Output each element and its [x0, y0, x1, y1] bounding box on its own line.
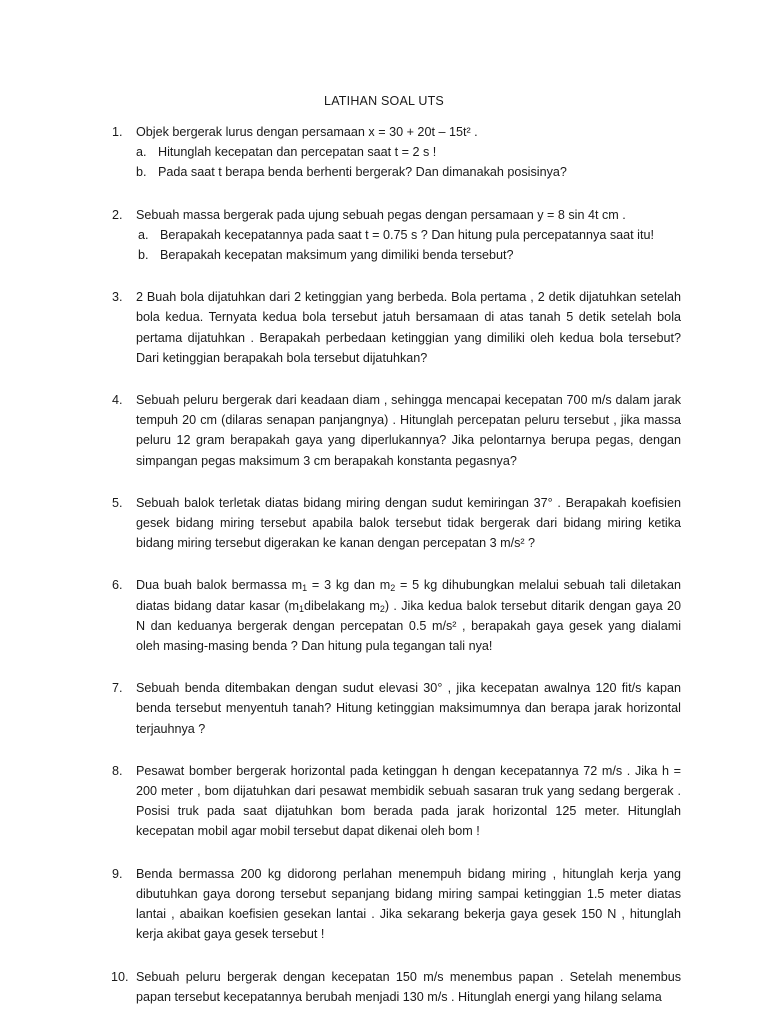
subscript: 1: [299, 603, 305, 614]
sub-question-b: [136, 162, 681, 182]
sub-letter: b.: [136, 165, 147, 180]
question-number: 9.: [112, 866, 123, 881]
sub-text: Berapakah kecepatan maksimum yang dimiliki benda tersebut?: [160, 248, 514, 263]
sub-letter: a.: [138, 227, 149, 242]
question-4: [112, 390, 681, 471]
question-number: 5.: [112, 495, 123, 510]
text-part: = 3 kg dan m: [307, 578, 391, 593]
sub-text: Hitunglah kecepatan dan percepatan saat t = 2 s !: [158, 145, 437, 160]
document-title: LATIHAN SOAL UTS: [324, 94, 444, 108]
sub-question-b: [138, 245, 681, 265]
question-text: Sebuah massa bergerak pada ujung sebuah pegas dengan persamaan y = 8 sin 4t cm .: [136, 207, 626, 222]
question-text: [136, 575, 681, 656]
question-10: [111, 967, 681, 1007]
question-1: [112, 122, 681, 183]
question-6: [112, 575, 681, 656]
question-8: [112, 761, 681, 842]
question-text: Sebuah benda ditembakan dengan sudut elevasi 30° , jika kecepatan awalnya 120 fit/s kapan benda tersebut menyentuh tanah? Hitung ketinggian maksimumnya dan berapa jarak horizontal terjauhnya ?: [136, 681, 681, 736]
subscript: 2: [390, 583, 396, 594]
text-part: Dua buah balok bermassa m: [136, 578, 303, 593]
question-text: Sebuah balok terletak diatas bidang miring dengan sudut kemiringan 37° . Berapakah koefisien gesek bidang miring tersebut apabila balok tersebut tidak bergerak dari bidang miring ketika bidang miring tersebut digerakan ke kanan dengan percepatan 3 m/s² ?: [136, 495, 681, 551]
sub-text: Pada saat t berapa benda berhenti bergerak? Dan dimanakah posisinya?: [158, 165, 567, 180]
text-part: ) . Jika kedua balok tersebut ditarik dengan gaya 20 N dan keduanya bergerak dengan percepatan 0.5 m/s² , berapakah gaya gesek yang dialami oleh masing-masing benda ? Dan hitung pula tegangan tali nya!: [136, 598, 681, 654]
subscript: 2: [379, 603, 385, 614]
question-number: 2.: [112, 207, 123, 222]
question-number: 7.: [112, 681, 123, 696]
text-part: dibelakang m: [304, 598, 380, 613]
question-5: [112, 493, 681, 554]
sub-question-a: [136, 142, 681, 162]
question-text: Benda bermassa 200 kg didorong perlahan menempuh bidang miring , hitunglah kerja yang dibutuhkan gaya dorong tersebut sepanjang bidang miring sampai ketinggian 1.5 meter diatas lantai , abaikan koefisien gesekan lantai . Jika sekarang bekerja gaya gesek 150 N , hitunglah kerja akibat gaya gesek tersebut !: [136, 866, 681, 942]
sub-letter: b.: [138, 248, 149, 263]
question-text: Sebuah peluru bergerak dari keadaan diam , sehingga mencapai kecepatan 700 m/s dalam jarak tempuh 20 cm (dilaras senapan panjangnya) . Hitunglah percepatan peluru tersebut , jika massa peluru 12 gram berapakah gaya yang diperlukannya? Jika pelontarnya berupa pegas, dengan simpangan pegas maksimum 3 cm berapakah konstanta pegasnya?: [136, 393, 681, 468]
text-part: = 5 kg dihubungkan melalui sebuah tali diletakan diatas bidang datar kasar (m: [136, 578, 681, 613]
question-number: 1.: [112, 125, 123, 139]
question-number: 6.: [112, 578, 123, 593]
question-text: Sebuah peluru bergerak dengan kecepatan 150 m/s menembus papan . Setelah menembus papan tersebut kecepatannya berubah menjadi 130 m/s . Hitunglah energi yang hilang selama: [136, 969, 681, 1004]
question-number: 10.: [111, 969, 129, 984]
subscript: 1: [302, 583, 308, 594]
question-text: Pesawat bomber bergerak horizontal pada ketinggan h dengan kecepatannya 72 m/s . Jika h = 200 meter , bom dijatuhkan dari pesawat membidik sebuah sasaran truk yang sedang bergerak . Posisi truk pada saat dijatuhkan bom berada pada jarak horizontal 125 meter. Hitunglah kecepatan mobil agar mobil tersebut dapat dikenai oleh bom !: [136, 763, 681, 839]
question-number: 4.: [112, 393, 123, 408]
sub-text: Berapakah kecepatannya pada saat t = 0.75 s ? Dan hitung pula percepatannya saat itu!: [160, 227, 654, 242]
question-text: 2 Buah bola dijatuhkan dari 2 ketinggian yang berbeda. Bola pertama , 2 detik dijatuhkan setelah bola kedua. Ternyata kedua bola tersebut jatuh bersamaan di atas tanah 5 detik setelah bola pertama dijatuhkan . Berapakah perbedaan ketinggian yang dimiliki oleh kedua bola tersebut? Dari ketinggian berapakah bola tersebut dijatuhkan?: [136, 290, 681, 365]
sub-question-a: [138, 225, 681, 245]
question-3: [112, 287, 681, 368]
question-number: 8.: [112, 763, 123, 778]
question-9: [112, 864, 681, 945]
question-number: 3.: [112, 290, 123, 305]
question-list: [0, 122, 768, 1007]
question-7: [112, 678, 681, 739]
question-text: Objek bergerak lurus dengan persamaan x = 30 + 20t – 15t² .: [136, 125, 478, 139]
question-2: [112, 205, 681, 266]
sub-letter: a.: [136, 145, 147, 160]
